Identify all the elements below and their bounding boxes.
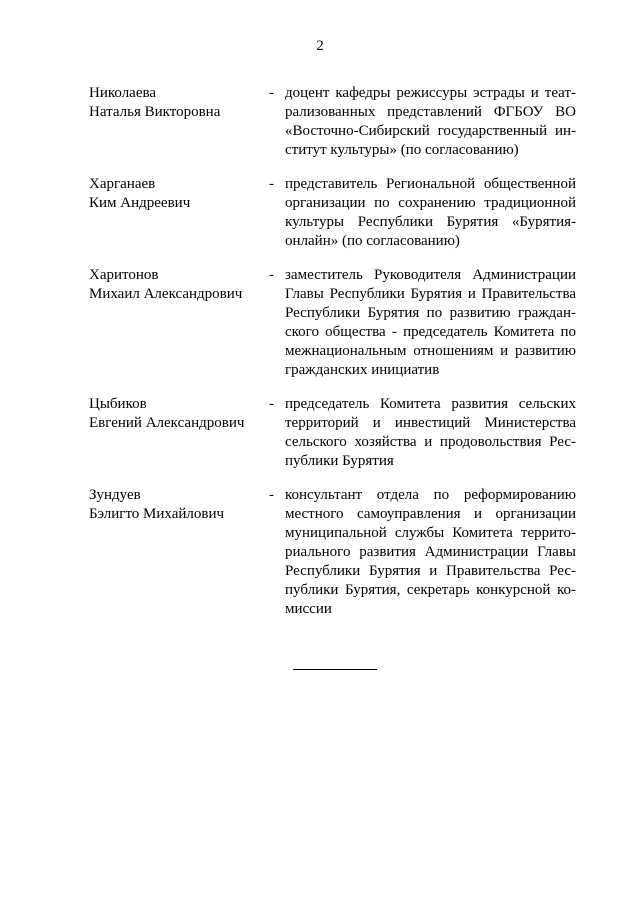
position-line: консультант отдела по реформированию: [285, 487, 576, 503]
position-line: Республики Бурятия по развитию граждан-: [285, 305, 576, 321]
position-line: представитель Региональной общественной: [285, 176, 576, 192]
page-number: 2: [316, 38, 324, 54]
member-entry: [89, 175, 576, 251]
position-line: ского общества - председатель Комитета по: [285, 324, 576, 340]
position-line: ститут культуры» (по согласованию): [285, 142, 519, 158]
position-line: риального развития Администрации Главы: [285, 544, 576, 560]
member-entry: [89, 395, 576, 471]
position-line: публики Бурятия, секретарь конкурсной ко-: [285, 582, 576, 598]
position-line: рализованных представлений ФГБОУ ВО: [285, 104, 576, 120]
position-line: организации по сохранению традиционной: [285, 195, 576, 211]
member-position: [285, 175, 576, 251]
position-line: публики Бурятия: [285, 453, 394, 469]
position-line: заместитель Руководителя Администрации: [285, 267, 576, 283]
member-given-names: Наталья Викторовна: [89, 104, 221, 120]
member-surname: Харганаев: [89, 176, 156, 192]
member-surname: Зундуев: [89, 487, 141, 503]
dash-separator: -: [269, 176, 274, 192]
position-line: территорий и инвестиций Министерства: [285, 415, 576, 431]
member-position: [285, 395, 576, 471]
member-surname: Цыбиков: [89, 396, 147, 412]
dash-separator: -: [269, 487, 274, 503]
position-line: муниципальной службы Комитета террито-: [285, 525, 576, 541]
position-line: местного самоуправления и организации: [285, 506, 576, 522]
member-surname: Харитонов: [89, 267, 159, 283]
dash-separator: -: [269, 396, 274, 412]
member-surname: Николаева: [89, 85, 157, 101]
member-name: [89, 84, 269, 122]
position-line: председатель Комитета развития сельских: [285, 396, 576, 412]
position-line: Главы Республики Бурятия и Правительства: [285, 286, 576, 302]
dash-separator: -: [269, 85, 274, 101]
dash-separator: -: [269, 267, 274, 283]
position-line: культуры Республики Бурятия «Бурятия-: [285, 214, 576, 230]
position-line: «Восточно-Сибирский государственный ин-: [285, 123, 576, 139]
position-line: сельского хозяйства и продовольствия Рес-: [285, 434, 576, 450]
position-line: доцент кафедры режиссуры эстрады и теат-: [285, 85, 576, 101]
member-given-names: Бэлигто Михайлович: [89, 506, 225, 522]
position-line: Республики Бурятия и Правительства Рес-: [285, 563, 576, 579]
member-position: [285, 266, 576, 380]
member-entry: [89, 486, 576, 619]
position-line: межнациональным отношениям и развитию: [285, 343, 576, 359]
member-entry: [89, 266, 576, 380]
commission-member-list: [89, 84, 576, 634]
end-of-document-rule: [293, 669, 377, 670]
member-name: [89, 175, 269, 213]
position-line: миссии: [285, 601, 332, 617]
member-name: [89, 395, 269, 433]
member-entry: [89, 84, 576, 160]
member-given-names: Михаил Александрович: [89, 286, 243, 302]
position-line: гражданских инициатив: [285, 362, 440, 378]
member-position: [285, 84, 576, 160]
member-given-names: Евгений Александрович: [89, 415, 245, 431]
member-name: [89, 486, 269, 524]
position-line: онлайн» (по согласованию): [285, 233, 460, 249]
member-name: [89, 266, 269, 304]
member-given-names: Ким Андреевич: [89, 195, 191, 211]
member-position: [285, 486, 576, 619]
